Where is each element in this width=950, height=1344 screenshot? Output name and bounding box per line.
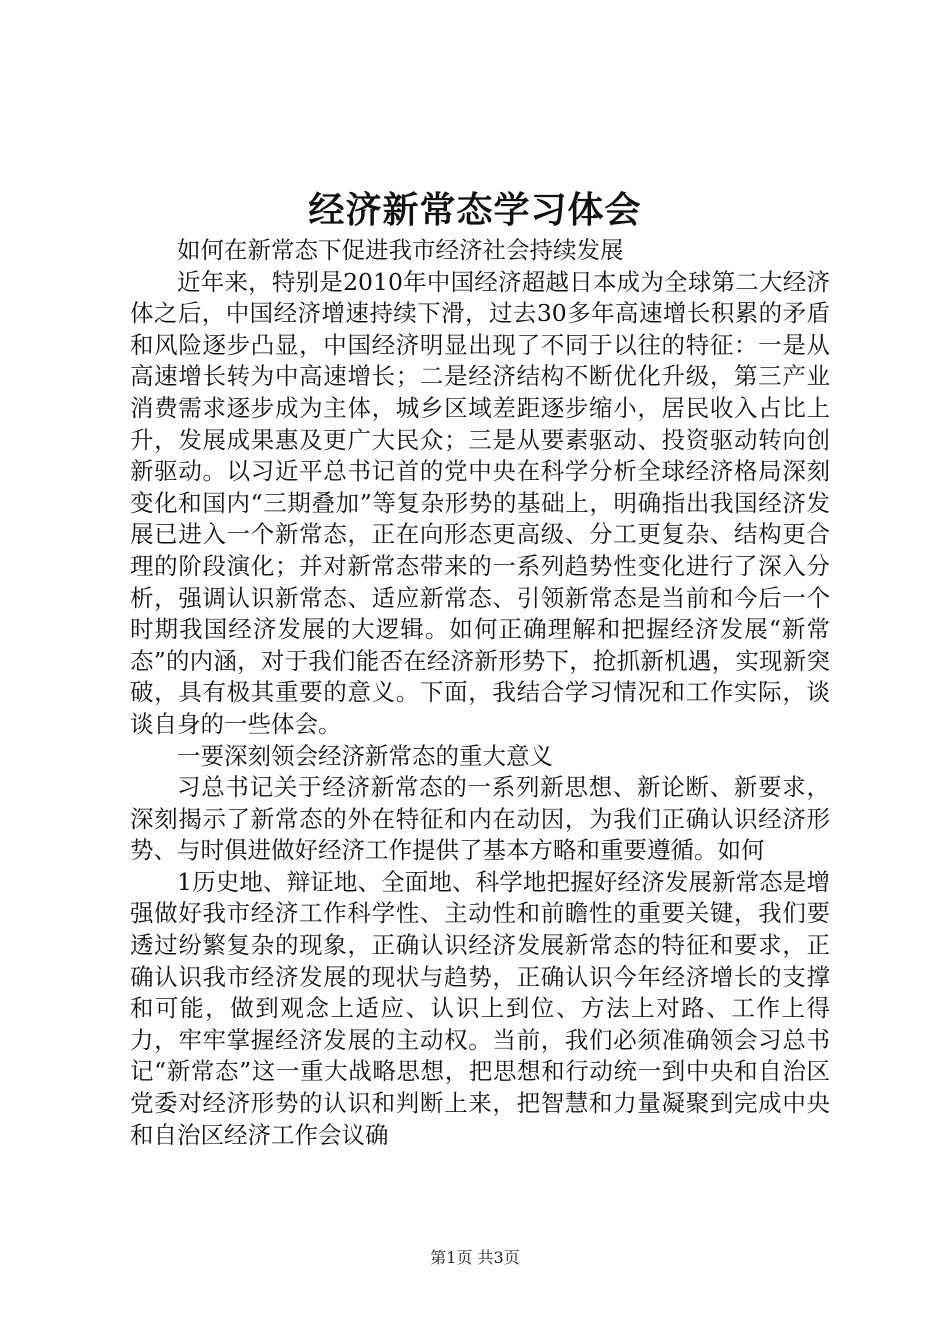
- page-footer: 第1页 共3页: [430, 1248, 520, 1267]
- body-paragraph: 近年来，特别是2010年中国经济超越日本成为全球第二大经济体之后，中国经济增速持续下滑，过去30多年高速增长积累的矛盾和风险逐步凸显，中国经济明显出现了不同于以往的特征：一是从高速增长转为中高速增长；二是经济结构不断优化升级，第三产业消费需求逐步成为主体，城乡区域差距逐步缩小，居民收入占比上升，发展成果惠及更广大民众；三是从要素驱动、投资驱动转向创新驱动。以习近平总书记首的党中央在科学分析全球经济格局深刻变化和国内“三期叠加”等复杂形势的基础上，明确指出我国经济发展已进入一个新常态，正在向形态更高级、分工更复杂、结构更合理的阶段演化；并对新常态带来的一系列趋势性变化进行了深入分析，强调认识新常态、适应新常态、引领新常态是当前和今后一个时期我国经济发展的大逻辑。如何正确理解和把握经济发展“新常态”的内涵，对于我们能否在经济新形势下，抢抓新机遇，实现新突破，具有极其重要的意义。下面，我结合学习情况和工作实际，谈谈自身的一些体会。: [130, 267, 830, 738]
- section-heading: 一要深刻领会经济新常态的重大意义: [177, 741, 553, 770]
- body-paragraph: 1历史地、辩证地、全面地、科学地把握好经济发展新常态是增强做好我市经济工作科学性、主动性和前瞻性的重要关键，我们要透过纷繁复杂的现象，正确认识经济发展新常态的特征和要求，正确认识我市经济发展的现状与趋势，正确认识今年经济增长的支撑和可能，做到观念上适应、认识上到位、方法上对路、工作上得力，牢牢掌握经济发展的主动权。当前，我们必须准确领会习总书记“新常态”这一重大战略思想，把思想和行动统一到中央和自治区党委对经济形势的认识和判断上来，把智慧和力量凝聚到完成中央和自治区经济工作会议确: [130, 867, 830, 1149]
- document-title: 经济新常态学习体会: [308, 189, 642, 231]
- subtitle-paragraph: 如何在新常态下促进我市经济社会持续发展: [177, 236, 624, 264]
- document-body: [130, 235, 830, 1151]
- body-paragraph: 习总书记关于经济新常态的一系列新思想、新论断、新要求，深刻揭示了新常态的外在特征和内在动因，为我们正确认识经济形势、与时俱进做好经济工作提供了基本方略和重要遵循。如何: [130, 773, 830, 865]
